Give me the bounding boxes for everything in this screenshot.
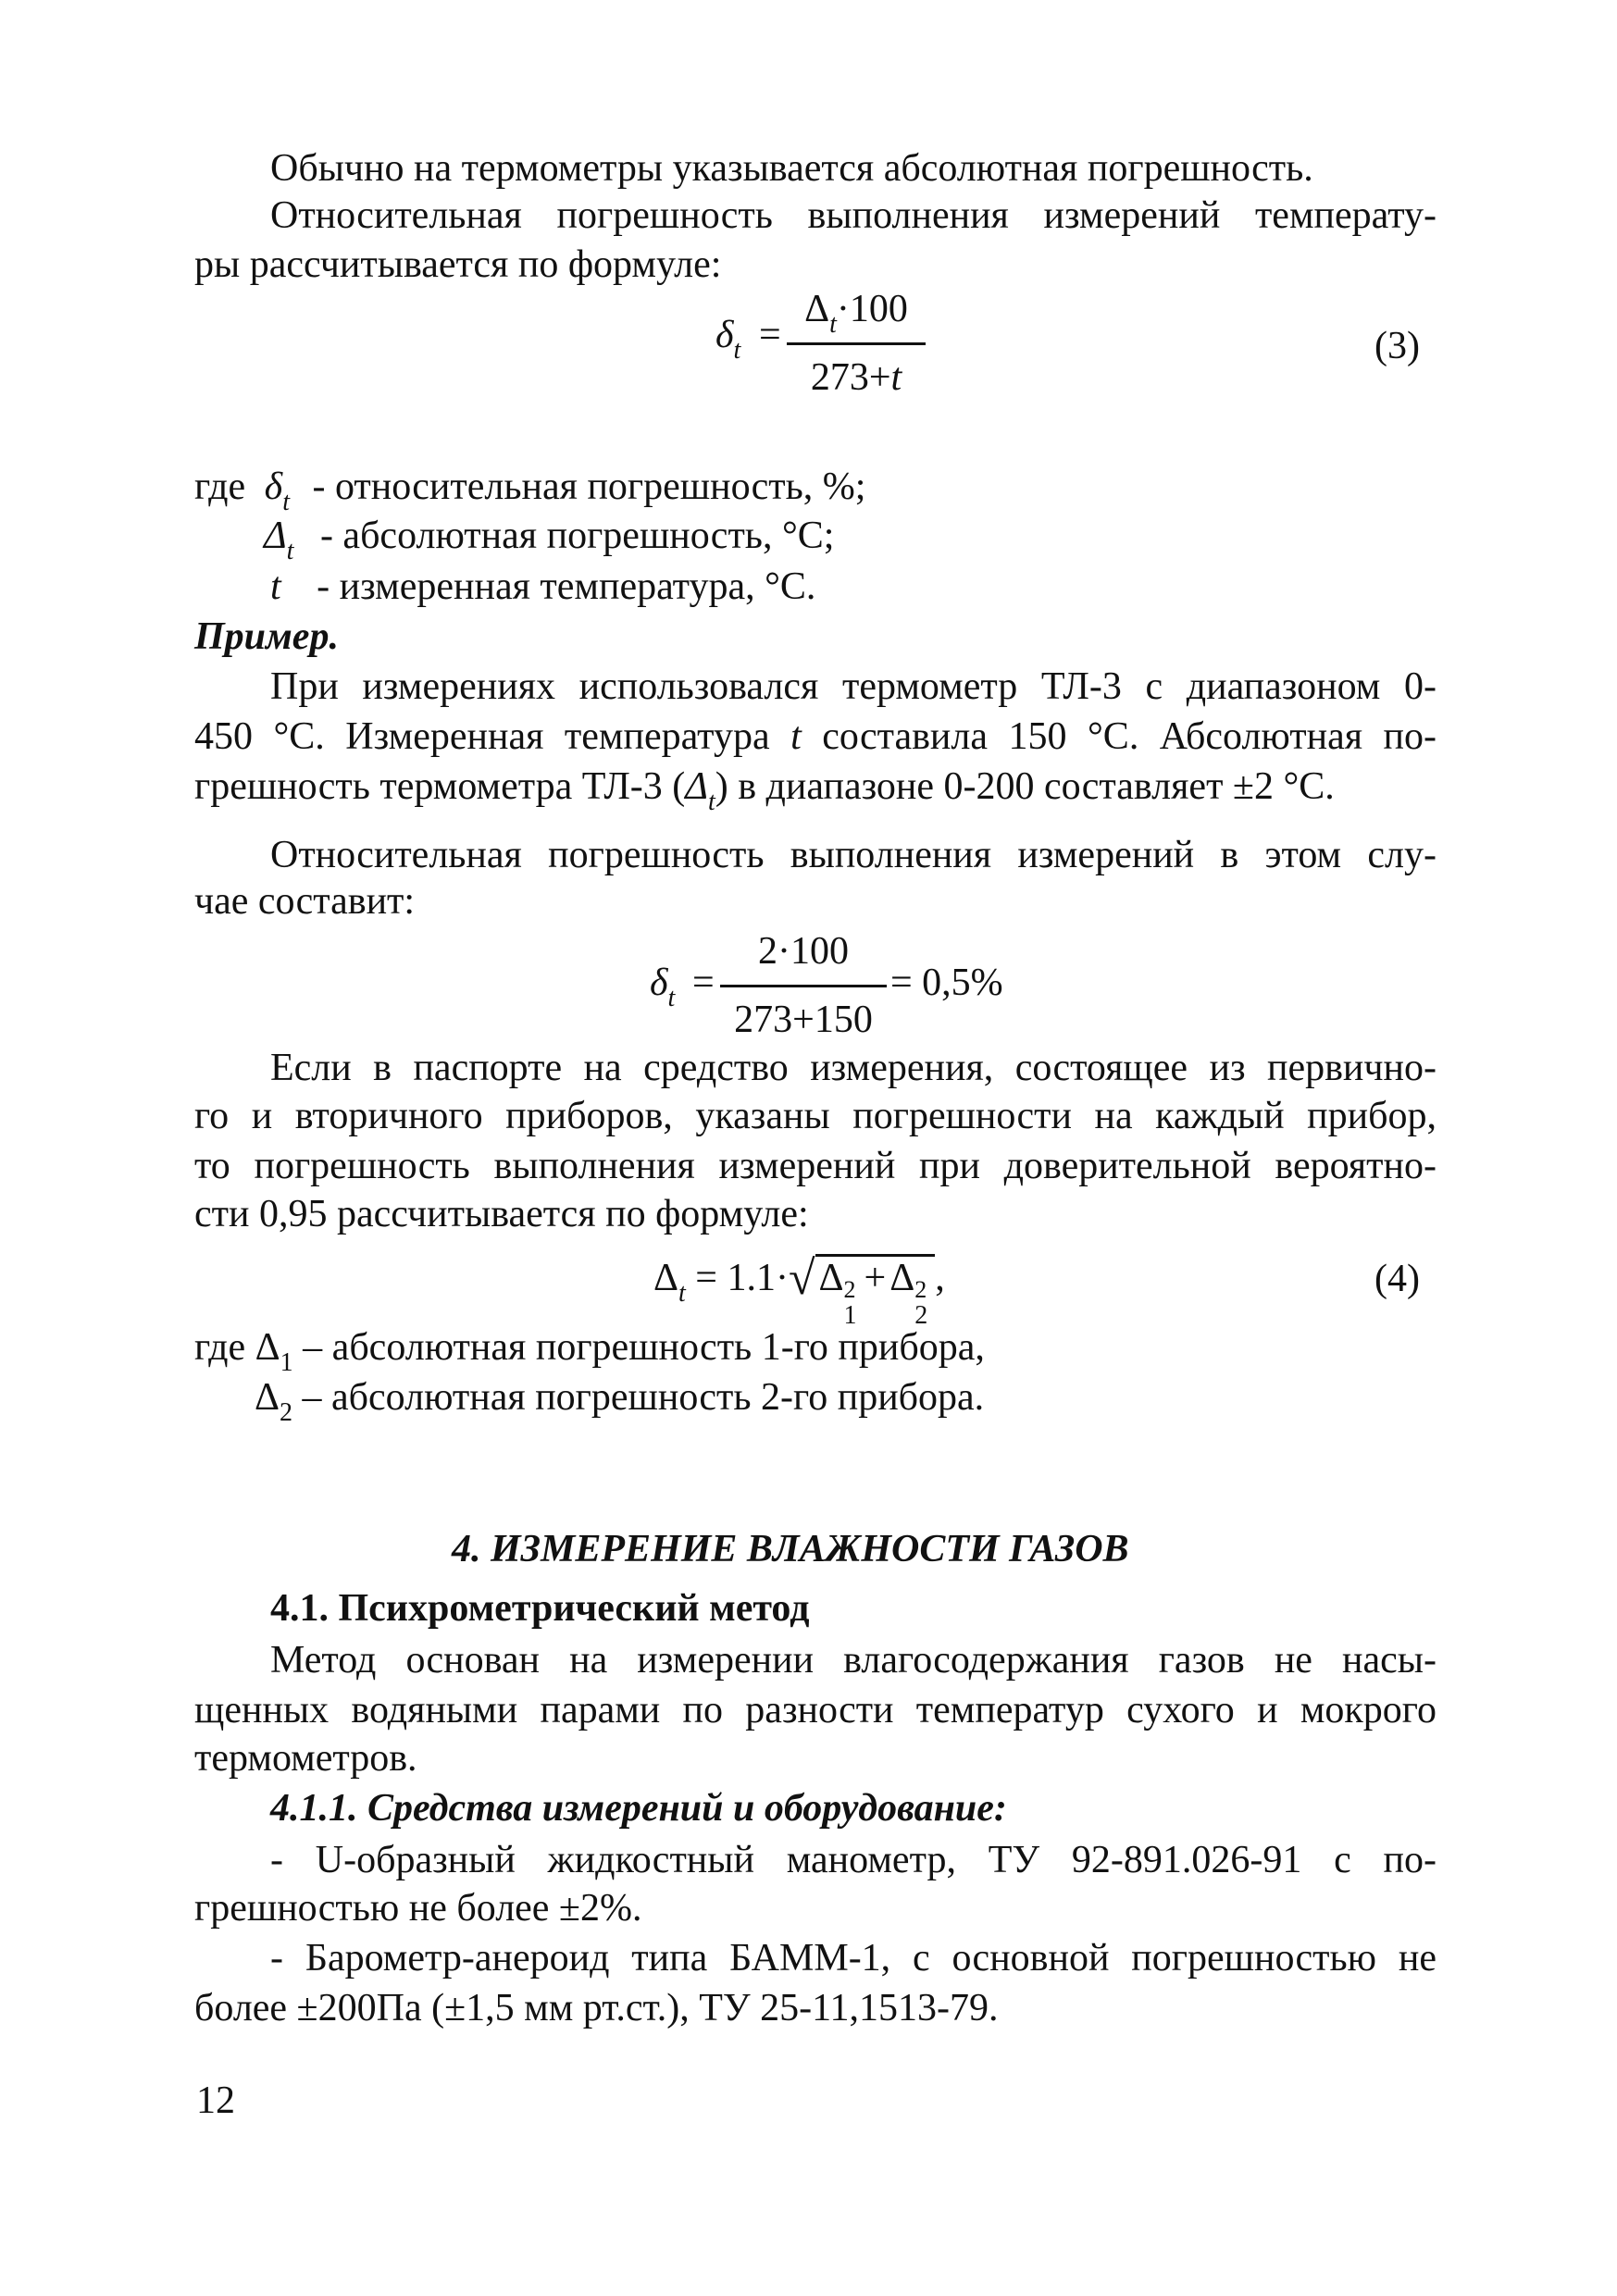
definition-line: где $\delta_t$ - относительная погрешность, %; [194,465,866,516]
paragraph-line: ры рассчитывается по формуле: [194,243,722,286]
formula-3-equals: = [759,314,781,356]
paragraph-line: чае составит: [194,880,416,923]
paragraph-line: грешность термометра ТЛ-3 $(\Delta_t)$ в диапазоне 0-200 составляет ±2 °С. [194,765,1335,816]
formula-4-number: (4) [1374,1258,1420,1300]
example-formula-result: = 0,5% [890,962,1003,1004]
example-formula-equals: = [692,962,715,1004]
list-item-line: - Барометр-анероид типа БАММ-1, с основной погрешностью не [270,1937,1437,1980]
section-heading: 4. ИЗМЕРЕНИЕ ВЛАЖНОСТИ ГАЗОВ [452,1528,1129,1570]
example-formula-fraction: 2·100 273+150 [720,935,887,1046]
paragraph-line: Если в паспорте на средство измерения, состоящее из первично- [270,1047,1437,1089]
formula-3-number: (3) [1374,325,1420,367]
list-item-line: грешностью не более ±2%. [194,1887,642,1930]
formula-4: $\Delta_t = 1.1\cdot√\Delta$ 2 1 +Δ 2 2 , [653,1252,945,1330]
paragraph-line: Метод основан на измерении влагосодержания газов не насы- [270,1639,1437,1682]
page-number: 12 [196,2079,235,2122]
paragraph-line: термометров. [194,1737,417,1780]
paragraph-line: 450 °С. Измеренная температура t составила 150 °С. Абсолютная по- [194,715,1437,758]
list-item-line: - U-образный жидкостный манометр, ТУ 92-891.026-91 с по- [270,1839,1437,1881]
paragraph-line: щенных водяными парами по разности температур сухого и мокрого [194,1689,1437,1731]
definition-line: $\Delta_t$ - абсолютная погрешность, °С; [264,515,835,565]
subsection-heading: 4.1. Психрометрический метод [270,1587,810,1630]
paragraph-line: сти 0,95 рассчитывается по формуле: [194,1193,809,1235]
example-heading: Пример. [194,615,339,658]
definition-line: $\Delta_2$ – абсолютная погрешность 2-го прибора. [255,1376,985,1427]
paragraph-line: Обычно на термометры указывается абсолютная погрешность. [270,147,1313,190]
paragraph-line: При измерениях использовался термометр ТЛ-3 с диапазоном 0- [270,665,1437,708]
list-item-line: более ±200Па (±1,5 мм рт.ст.), ТУ 25-11,1513-79. [194,1987,999,2029]
subsubsection-heading: 4.1.1. Средства измерений и оборудование: [270,1787,1007,1830]
example-formula-lhs: $\delta_t$ [650,962,676,1012]
paragraph-line: го и вторичного приборов, указаны погрешности на каждый прибор, [194,1095,1437,1137]
definition-line: t - измеренная температура, °С. [270,565,816,608]
paragraph-line: то погрешность выполнения измерений при доверительной вероятно- [194,1145,1437,1187]
paragraph-line: Относительная погрешность выполнения измерений температу- [270,194,1437,237]
formula-3-lhs: $\delta_t$ [715,314,741,365]
formula-3-fraction: $\Delta_t\cdot 100$ 273+t [787,294,926,405]
definition-line: где $\Delta_1$ – абсолютная погрешность 1-го прибора, [194,1326,985,1377]
paragraph-line: Относительная погрешность выполнения измерений в этом слу- [270,834,1437,876]
